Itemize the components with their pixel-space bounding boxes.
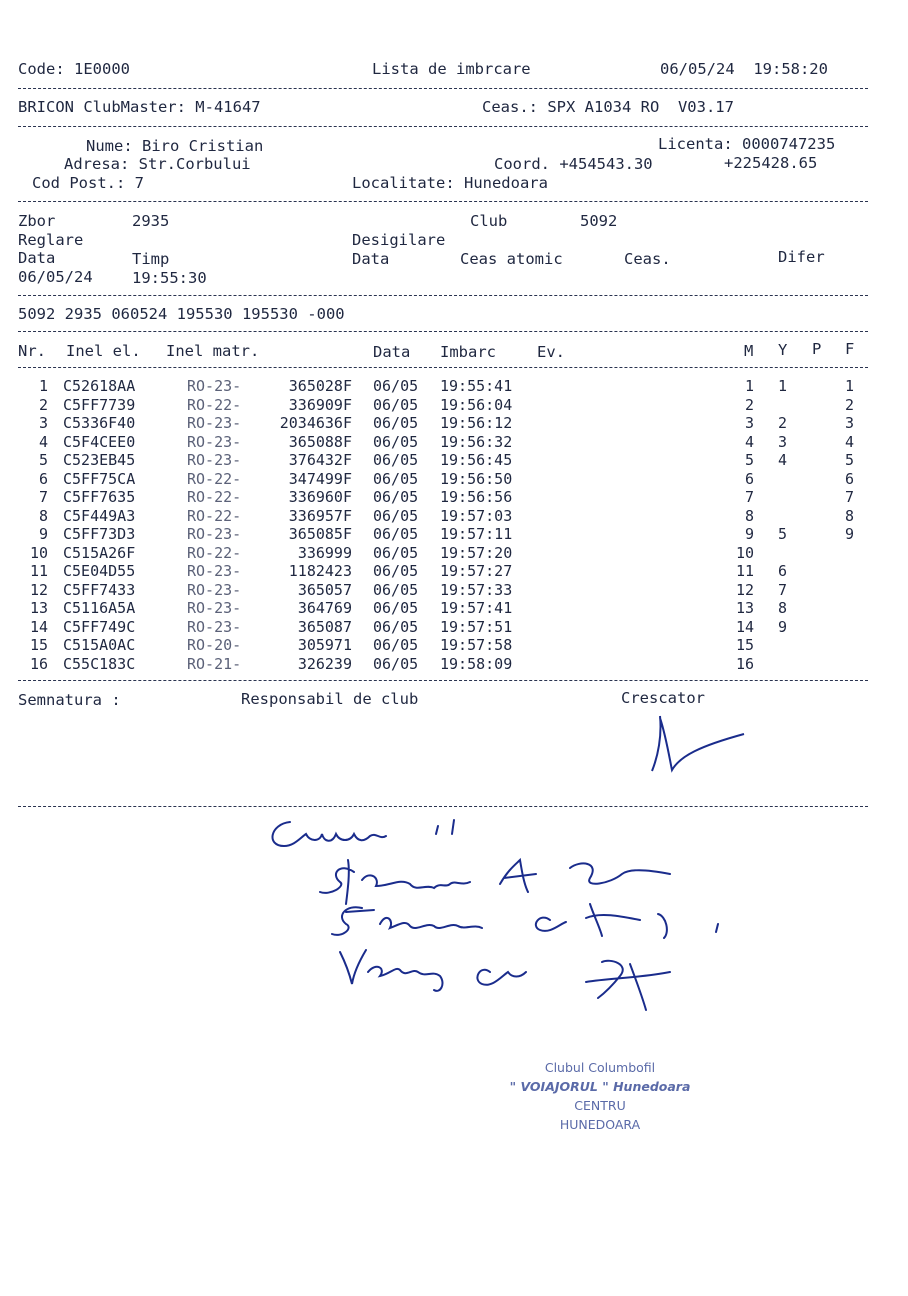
cell-time: 19:57:33 [440, 580, 513, 599]
coordinates-lon: +225428.65 [724, 154, 818, 172]
cell-nr: 6 [38, 469, 48, 488]
cell-inel-el: C5FF749C [63, 617, 136, 636]
cell-ring-number: 2034636F [279, 414, 352, 432]
col-inel-el: Inel el. [66, 342, 141, 360]
club-responsible-label: Responsabil de club [241, 690, 419, 708]
cell-ring-prefix: RO-22- [187, 543, 242, 562]
license-number: Licenta: 0000747235 [658, 135, 836, 153]
cell-ring-number: 326239 [297, 654, 352, 673]
cell-nr: 12 [29, 580, 48, 599]
cell-ring-number: 364769 [297, 599, 352, 617]
cell-time: 19:57:20 [440, 543, 513, 562]
cell-time: 19:56:50 [440, 469, 513, 488]
cell-ring-prefix: RO-23- [187, 451, 242, 469]
cell-time: 19:58:09 [440, 654, 513, 673]
cell-inel-el: C5FF73D3 [63, 525, 136, 543]
reglare-label: Reglare [18, 231, 84, 249]
cell-date: 06/05 [373, 488, 419, 506]
cell-nr: 3 [38, 414, 48, 432]
cell-nr: 15 [29, 636, 48, 654]
cell-ring-number: 305971 [297, 636, 352, 654]
cell-m: 14 [735, 617, 754, 636]
divider [18, 126, 868, 127]
cell-date: 06/05 [373, 654, 419, 673]
desig-data-label: Data [352, 250, 390, 268]
divider [18, 88, 868, 89]
divider [18, 295, 868, 296]
cell-inel-el: C5F4CEE0 [63, 432, 136, 451]
cell-f: 2 [845, 395, 855, 414]
cell-ring-prefix: RO-20- [187, 636, 242, 654]
cell-ring-number: 365087 [297, 617, 352, 636]
cell-time: 19:57:41 [440, 599, 513, 617]
cell-ring-prefix: RO-21- [187, 654, 242, 673]
cell-inel-el: C515A0AC [63, 636, 136, 654]
cell-time: 19:57:51 [440, 617, 513, 636]
cell-time: 19:56:04 [440, 395, 513, 414]
cell-ring-prefix: RO-22- [187, 488, 242, 506]
flight-label: Zbor [18, 212, 56, 230]
cell-date: 06/05 [373, 525, 419, 543]
cell-ring-number: 365028F [288, 377, 352, 395]
cell-ring-prefix: RO-22- [187, 506, 242, 525]
cell-ring-number: 376432F [288, 451, 352, 469]
col-data: Data [373, 343, 411, 361]
col-inel-matr: Inel matr. [166, 342, 260, 360]
cell-f: 8 [845, 506, 855, 525]
cell-m: 5 [744, 451, 754, 469]
cell-inel-el: C5336F40 [63, 414, 136, 432]
cell-inel-el: C5E04D55 [63, 562, 136, 580]
coordinates-lat: Coord. +454543.30 [494, 155, 653, 173]
regulation-date: 06/05/24 [18, 268, 93, 286]
divider [18, 367, 868, 368]
cell-date: 06/05 [373, 543, 419, 562]
cell-inel-el: C515A26F [63, 543, 136, 562]
cell-date: 06/05 [373, 580, 419, 599]
cell-date: 06/05 [373, 562, 419, 580]
cell-y: 3 [778, 432, 788, 451]
atomic-clock-label: Ceas atomic [460, 250, 563, 268]
cell-inel-el: C5FF7635 [63, 488, 136, 506]
cell-ring-prefix: RO-22- [187, 395, 242, 414]
cell-inel-el: C5116A5A [63, 599, 136, 617]
col-ev: Ev. [537, 343, 565, 361]
regulation-time: 19:55:30 [132, 269, 207, 287]
stamp-line-4: HUNEDOARA [559, 1117, 641, 1132]
cell-ring-prefix: RO-22- [187, 469, 242, 488]
cell-inel-el: C5FF7739 [63, 395, 136, 414]
cell-inel-el: C523EB45 [63, 451, 136, 469]
divider [18, 331, 868, 332]
cell-date: 06/05 [373, 469, 419, 488]
cell-time: 19:57:11 [440, 525, 513, 543]
col-p: P [812, 340, 822, 358]
cell-nr: 7 [38, 488, 48, 506]
cell-f: 1 [845, 377, 855, 395]
cell-f: 7 [845, 488, 855, 506]
stamp-line-3: CENTRU [574, 1098, 626, 1113]
cell-y: 4 [778, 451, 788, 469]
cell-nr: 1 [38, 377, 48, 395]
cell-ring-number: 336957F [288, 506, 352, 525]
divider [18, 806, 868, 807]
cell-nr: 13 [29, 599, 48, 617]
cell-y: 7 [778, 580, 788, 599]
club-stamp [500, 1058, 700, 1134]
club-number: 5092 [580, 212, 618, 230]
cell-nr: 4 [38, 432, 48, 451]
cell-m: 6 [744, 469, 754, 488]
cell-nr: 9 [38, 525, 48, 543]
cell-ring-number: 365085F [288, 525, 352, 543]
cell-nr: 8 [38, 506, 48, 525]
document-title: Lista de imbrcare [372, 60, 531, 78]
cell-ring-prefix: RO-23- [187, 525, 242, 543]
cell-m: 9 [744, 525, 754, 543]
cell-ring-prefix: RO-23- [187, 432, 242, 451]
breeder-label: Crescator [621, 689, 705, 707]
cell-time: 19:57:03 [440, 506, 513, 525]
col-m: M [744, 342, 754, 360]
divider [18, 680, 868, 681]
cell-ring-prefix: RO-23- [187, 599, 242, 617]
commission-handwriting [250, 812, 720, 1022]
cell-date: 06/05 [373, 377, 419, 395]
cell-y: 8 [778, 599, 788, 617]
cell-date: 06/05 [373, 451, 419, 469]
col-f: F [845, 340, 855, 358]
divider [18, 201, 868, 202]
cell-y: 2 [778, 414, 788, 432]
cell-y: 1 [778, 377, 788, 395]
cell-date: 06/05 [373, 636, 419, 654]
cell-inel-el: C55C183C [63, 654, 136, 673]
cell-m: 15 [735, 636, 754, 654]
cell-f: 6 [845, 469, 855, 488]
cell-f: 5 [845, 451, 855, 469]
cell-m: 7 [744, 488, 754, 506]
cell-ring-prefix: RO-23- [187, 617, 242, 636]
club-label: Club [470, 212, 508, 230]
cell-m: 2 [744, 395, 754, 414]
cell-time: 19:57:27 [440, 562, 513, 580]
cell-inel-el: C5FF75CA [63, 469, 136, 488]
stamp-line-1: Clubul Columbofil [544, 1060, 656, 1075]
col-y: Y [778, 341, 788, 359]
cell-inel-el: C5F449A3 [63, 506, 136, 525]
owner-address: Adresa: Str.Corbului [64, 155, 251, 173]
cell-date: 06/05 [373, 617, 419, 636]
cell-ring-number: 347499F [288, 469, 352, 488]
cell-y: 6 [778, 562, 788, 580]
cell-ring-number: 365088F [288, 432, 352, 451]
cell-nr: 14 [29, 617, 48, 636]
cell-y: 9 [778, 617, 788, 636]
cell-f: 9 [845, 525, 855, 543]
clubmaster-id: BRICON ClubMaster: M-41647 [18, 98, 261, 116]
stamp-line-2: " VOIAJORUL " Hunedoara [509, 1079, 691, 1094]
cell-inel-el: C52618AA [63, 377, 136, 395]
breeder-signature [640, 706, 760, 786]
cell-ring-number: 365057 [297, 580, 352, 599]
cell-date: 06/05 [373, 432, 419, 451]
cell-ring-prefix: RO-23- [187, 562, 242, 580]
cell-nr: 2 [38, 395, 48, 414]
owner-name: Nume: Biro Cristian [86, 137, 264, 155]
code-label: Code: 1E0000 [18, 60, 130, 78]
cell-ring-prefix: RO-23- [187, 580, 242, 599]
print-datetime: 06/05/24 19:58:20 [660, 60, 828, 78]
locality: Localitate: Hunedoara [352, 174, 548, 192]
cell-m: 13 [735, 599, 754, 617]
cell-m: 12 [735, 580, 754, 599]
timp-label: Timp [132, 250, 170, 268]
cell-nr: 10 [29, 543, 48, 562]
cell-ring-number: 336999 [297, 543, 352, 562]
cell-ring-number: 336909F [288, 395, 352, 414]
cell-m: 16 [735, 654, 754, 673]
flight-number: 2935 [132, 212, 170, 230]
cell-ring-number: 1182423 [288, 562, 352, 580]
cell-f: 4 [845, 432, 855, 451]
cell-time: 19:57:58 [440, 636, 513, 654]
col-nr: Nr. [18, 342, 46, 360]
cell-m: 1 [744, 377, 754, 395]
difference-label: Difer [778, 248, 825, 266]
cell-time: 19:56:45 [440, 451, 513, 469]
cell-f: 3 [845, 414, 855, 432]
cell-y: 5 [778, 525, 788, 543]
cell-nr: 11 [29, 562, 48, 580]
summary-code-line: 5092 2935 060524 195530 195530 -000 [18, 305, 345, 323]
postal-code: Cod Post.: 7 [32, 174, 144, 192]
data-label: Data [18, 249, 56, 267]
cell-time: 19:56:12 [440, 414, 513, 432]
cell-ring-number: 336960F [288, 488, 352, 506]
cell-nr: 16 [29, 654, 48, 673]
cell-ring-prefix: RO-23- [187, 414, 242, 432]
cell-inel-el: C5FF7433 [63, 580, 136, 599]
cell-m: 8 [744, 506, 754, 525]
col-imbarc: Imbarc [440, 343, 496, 361]
clock-label: Ceas. [624, 250, 671, 268]
cell-time: 19:55:41 [440, 377, 513, 395]
cell-m: 4 [744, 432, 754, 451]
cell-m: 3 [744, 414, 754, 432]
cell-date: 06/05 [373, 599, 419, 617]
signature-label: Semnatura : [18, 691, 121, 709]
cell-date: 06/05 [373, 414, 419, 432]
cell-m: 11 [735, 562, 754, 580]
cell-time: 19:56:56 [440, 488, 513, 506]
cell-time: 19:56:32 [440, 432, 513, 451]
cell-m: 10 [735, 543, 754, 562]
cell-nr: 5 [38, 451, 48, 469]
desigilare-label: Desigilare [352, 231, 446, 249]
cell-date: 06/05 [373, 506, 419, 525]
cell-date: 06/05 [373, 395, 419, 414]
cell-ring-prefix: RO-23- [187, 377, 242, 395]
clock-id: Ceas.: SPX A1034 RO V03.17 [482, 98, 734, 116]
